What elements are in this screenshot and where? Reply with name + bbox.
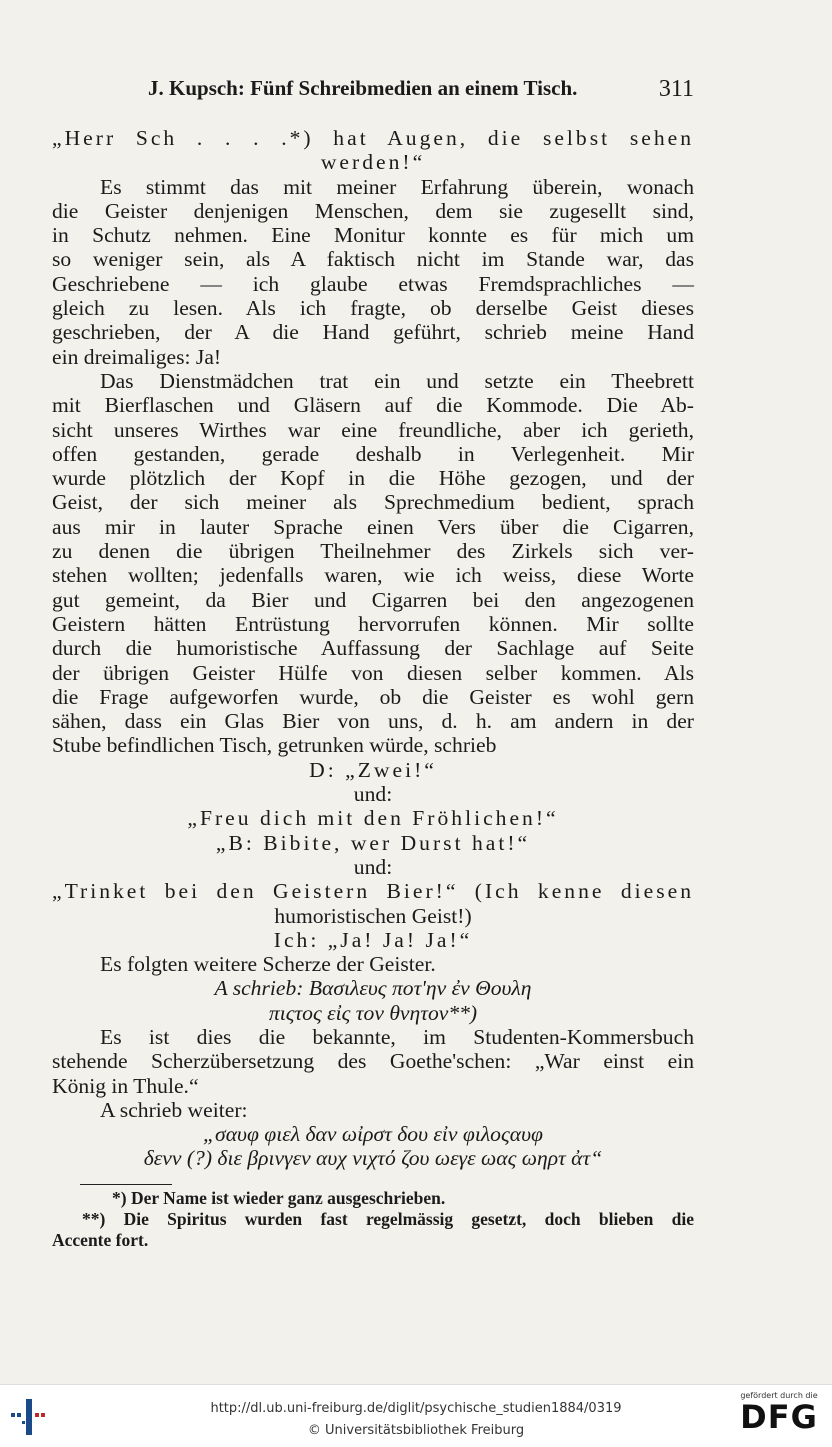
text-line: aus mir in lauter Sprache einen Vers über die Cigarren, (52, 514, 694, 539)
text-line: und: (353, 782, 393, 807)
page-header (52, 74, 694, 108)
text-line: „Trinket bei den Geistern Bier!“ (Ich kenne diesen (52, 879, 694, 904)
text-line: mit Bierflaschen und Gläsern auf die Kommode. Die Ab- (52, 393, 694, 418)
text-line: sicht unseres Wirthes war eine freundliche, aber ich gerieth, (52, 417, 694, 442)
footnote-2-continuation: Accente fort. (52, 1230, 149, 1250)
text-line: A schrieb weiter: (100, 1097, 248, 1122)
body-text (52, 126, 694, 1171)
source-url-link[interactable]: http://dl.ub.uni-freiburg.de/diglit/psychische_studien1884/0319 (210, 1401, 622, 1416)
dfg-sponsor-logo (734, 1391, 824, 1443)
text-line: Das Dienstmädchen trat ein und setzte ein Theebrett (100, 368, 694, 393)
text-line: „Herr Sch . . . .*) hat Augen, die selbst sehen (52, 126, 694, 150)
running-title: J. Kupsch: Fünf Schreibmedien an einem Tisch. (148, 76, 578, 100)
text-line: zu denen die übrigen Theilnehmer des Zirkels sich ver- (52, 539, 694, 564)
text-line: geschrieben, der A die Hand geführt, schrieb meine Hand (52, 320, 694, 345)
footnote-rule (80, 1184, 172, 1185)
text-line: Es ist dies die bekannte, im Studenten-Kommersbuch (100, 1024, 694, 1049)
text-line: „Freu dich mit den Fröhlichen!“ (187, 806, 559, 831)
text-line: die Geister denjenigen Menschen, dem sie zugesellt sind, (52, 198, 694, 223)
dfg-logo-icon: DFG (740, 1398, 818, 1436)
footnotes (52, 1188, 694, 1251)
text-line: so weniger sein, als A faktisch nicht im Stande war, das (52, 247, 694, 272)
text-line: und: (353, 854, 393, 879)
text-line: werden!“ (320, 150, 426, 175)
text-line: gleich zu lesen. Als ich fragte, ob derselbe Geist dieses (52, 296, 694, 321)
copyright-notice: © Universitätsbibliothek Freiburg (307, 1423, 525, 1438)
text-line: Geschriebene — ich glaube etwas Fremdsprachliches — (52, 271, 694, 296)
text-line: wurde plötzlich der Kopf in die Höhe gezogen, und der (52, 466, 694, 491)
text-line: humoristischen Geist!) (274, 903, 472, 928)
text-line: die Frage aufgeworfen wurde, ob die Geister es wohl gern (52, 684, 694, 709)
text-line: ein dreimaliges: Ja! (52, 344, 222, 369)
text-line: „B: Bibite, wer Durst hat!“ (215, 830, 531, 855)
text-line: Ich: „Ja! Ja! Ja!“ (273, 927, 473, 952)
text-line: Stube befindlichen Tisch, getrunken würde, schrieb (52, 733, 497, 758)
text-line: durch die humoristische Auffassung der Sachlage auf Seite (52, 636, 694, 661)
text-line: in Schutz nehmen. Eine Monitur konnte es für mich um (52, 223, 694, 248)
text-line: offen gestanden, gerade deshalb in Verlegenheit. Mir (52, 441, 694, 466)
text-line: sähen, dass ein Glas Bier von uns, d. h. am andern in der (52, 709, 694, 734)
text-line: A schrieb: Βασιλευς ποτ'ην ἐν Θουλη (214, 976, 532, 1001)
text-line: „σαυφ φιελ δαν ωἰρστ δου εἰν φιλοςαυφ (203, 1122, 543, 1147)
text-line: πιςτος εἰς τον θνητον**) (268, 1000, 478, 1025)
dfg-note: gefördert durch die (740, 1391, 818, 1400)
text-line: König in Thule.“ (52, 1073, 199, 1098)
text-line: Es stimmt das mit meiner Erfahrung überein, wonach (100, 174, 694, 199)
text-line: Geist, der sich meiner als Sprechmedium bedient, sprach (52, 490, 694, 515)
text-line: gut gemeint, da Bier und Cigarren bei den angezogenen (52, 587, 694, 612)
text-line: δενν (?) διε βρινγεν αυχ νιχτό ζου ωεγε ωας ωηρτ ἀτ“ (143, 1146, 603, 1171)
text-line: stehen wollten; jedenfalls waren, wie ich weiss, diese Worte (52, 563, 694, 588)
text-line: D: „Zwei!“ (309, 757, 437, 782)
text-line: Es folgten weitere Scherze der Geister. (100, 952, 436, 977)
text-line: stehende Scherzübersetzung des Goethe'schen: „War einst ein (52, 1049, 694, 1074)
page-number: 311 (658, 76, 694, 102)
text-line: Geistern hätten Entrüstung hervorrufen können. Mir sollte (52, 611, 694, 636)
footnote-2: **) Die Spiritus wurden fast regelmässig gesetzt, doch blieben die (82, 1209, 694, 1229)
viewer-footer (0, 1384, 832, 1447)
text-line: der übrigen Geister Hülfe von diesen selber kommen. Als (52, 660, 694, 685)
footnote-1: *) Der Name ist wieder ganz ausgeschrieben. (112, 1188, 446, 1208)
